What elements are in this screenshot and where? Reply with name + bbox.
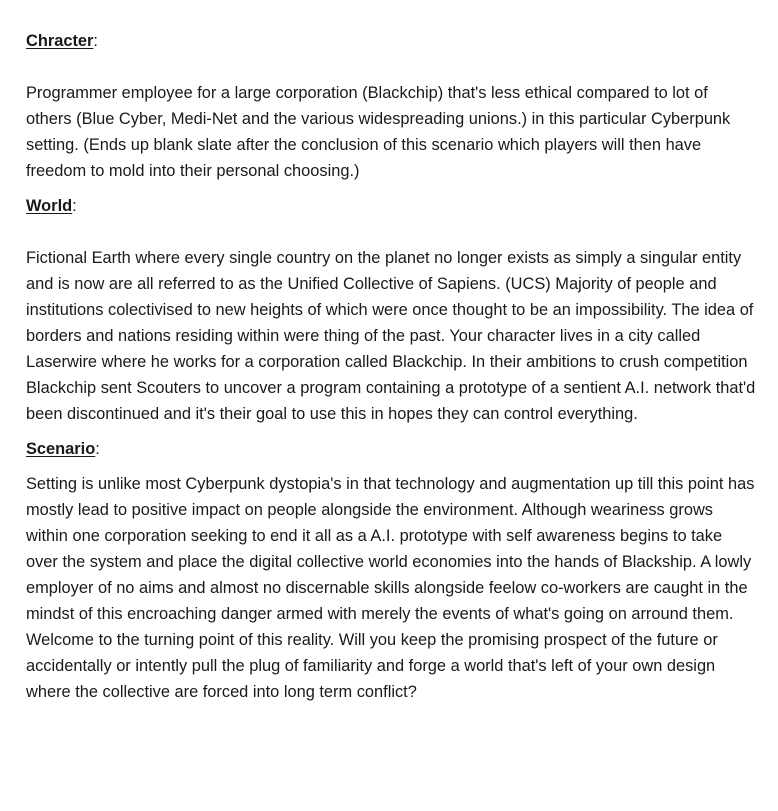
- scenario-heading: [26, 436, 756, 462]
- character-heading-text: Chracter: [26, 32, 94, 50]
- scenario-description: Setting is unlike most Cyberpunk dystopia's in that technology and augmentation up till this point has mostly lead to positive impact on people alongside the environment. Although weariness grows within one corporation seeking to end it all as a A.I. prototype with self awareness begins to take over the system and place the digital collective world economies into the hands of Blackship. A lowly employer of no aims and almost no discernable skills alongside feelow co-workers are caught in the mindst of this encroaching danger armed with merely the events of what's going on arround them. Welcome to the turning point of this reality. Will you keep the promising prospect of the future or accidentally or intently pull the plug of familiarity and forge a world that's left of your own design where the collective are forced into long term conflict?: [26, 475, 755, 701]
- world-heading-text: World: [26, 197, 73, 215]
- scenario-heading-colon: :: [95, 440, 100, 458]
- world-heading-colon: :: [72, 197, 77, 215]
- scenario-heading-text: Scenario: [26, 440, 96, 458]
- character-heading-colon: :: [93, 32, 98, 50]
- world-description: Fictional Earth where every single country on the planet no longer exists as simply a singular entity and is now are all referred to as the Unified Collective of Sapiens. (UCS) Majority of people and institutions colectivised to new heights of which were once thought to be an impossibility. The idea of borders and nations residing within were thing of the past. Your character lives in a city called Laserwire where he works for a corporation called Blackchip. In their ambitions to crush competition Blackchip sent Scouters to uncover a program containing a prototype of a sentient A.I. network that'd been discontinued and it's their goal to use this in hopes they can control everything.: [26, 249, 756, 423]
- character-section: [26, 28, 756, 184]
- character-heading: [26, 28, 756, 54]
- world-section: [26, 193, 756, 427]
- scenario-section: [26, 436, 756, 705]
- document-body: [26, 28, 756, 705]
- character-description: Programmer employee for a large corporation (Blackchip) that's less ethical compared to lot of others (Blue Cyber, Medi-Net and the various widespreading unions.) in this particular Cyberpunk setting. (Ends up blank slate after the conclusion of this scenario which players will then have freedom to mold into their personal choosing.): [26, 84, 731, 180]
- world-heading: [26, 193, 756, 219]
